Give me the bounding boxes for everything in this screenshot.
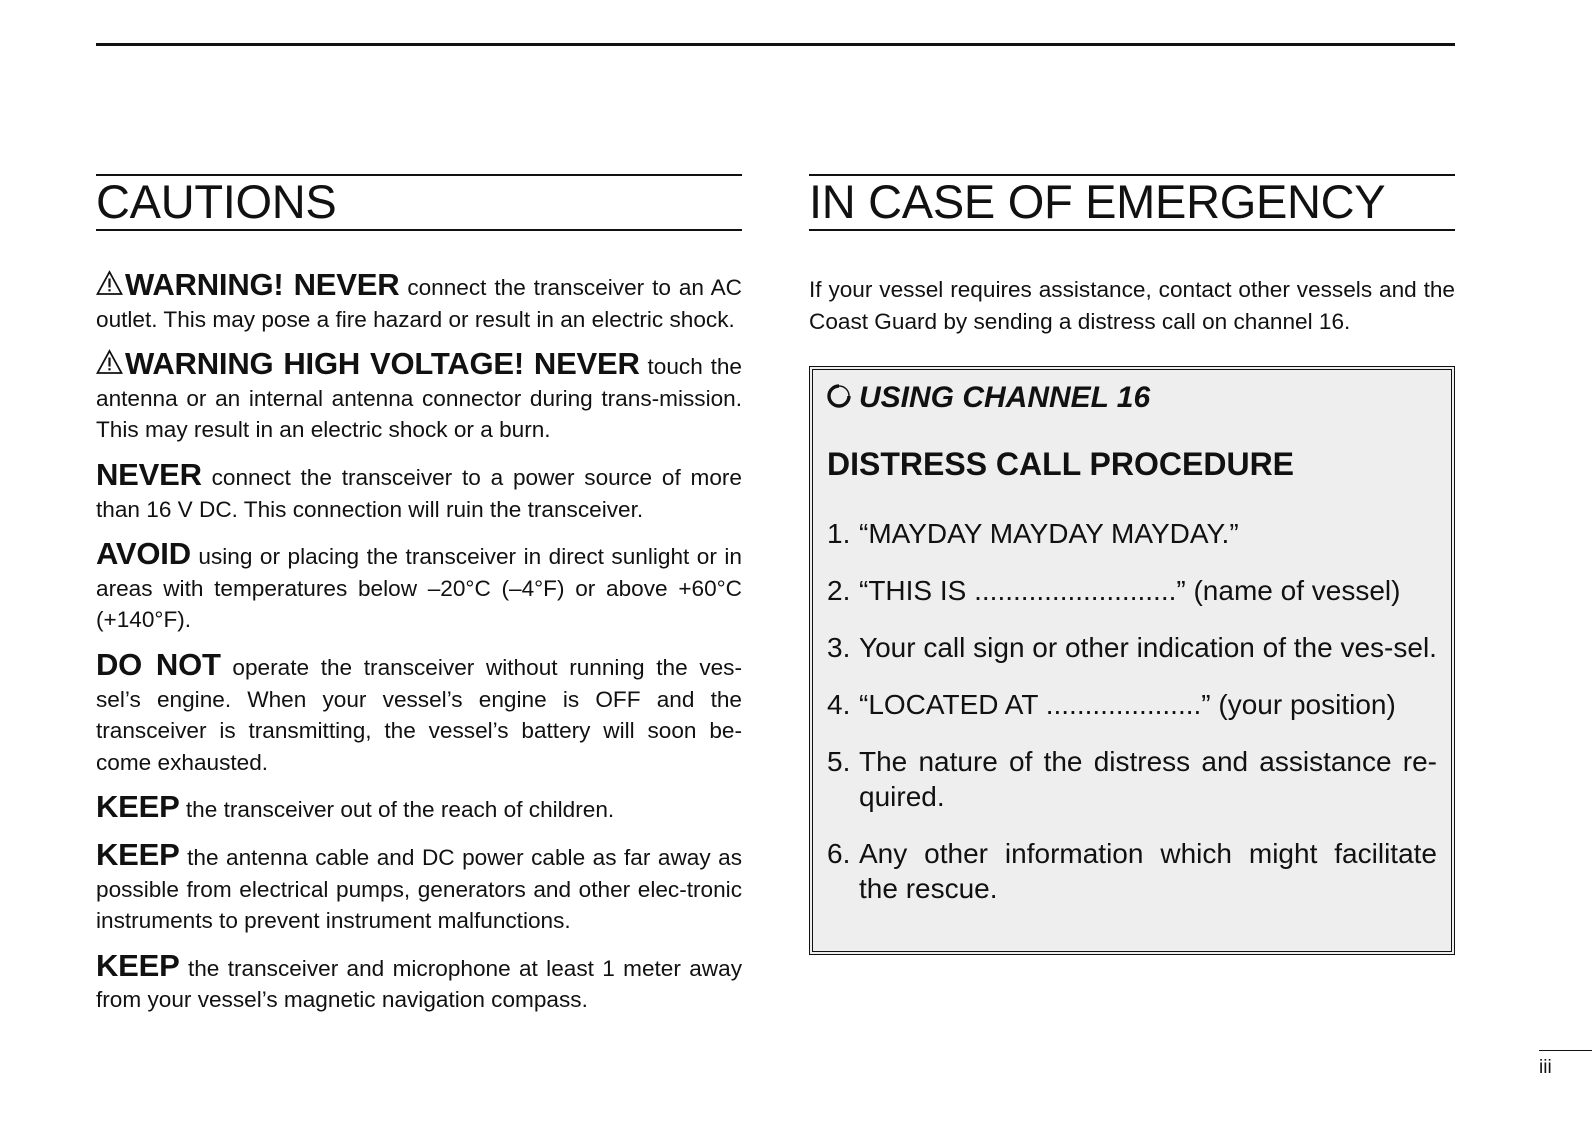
emergency-intro: If your vessel requires assistance, contact other vessels and the Coast Guard by sending a distress call on channel 16. [809,277,1455,334]
box-title-text: USING CHANNEL 16 [859,381,1151,415]
caution-paragraph [96,538,742,636]
procedure-step [827,573,1437,608]
step-text: Your call sign or other indication of the ves-sel. [859,632,1437,664]
step-number: 5. [827,746,851,778]
cautions-list [96,269,742,1016]
step-number: 6. [827,838,851,870]
step-text: Any other information which might facilitate the rescue. [859,838,1437,905]
step-text: “THIS IS ..........................” (name of vessel) [859,575,1401,607]
procedure-step [827,836,1437,906]
step-number: 2. [827,575,851,607]
emergency-heading: IN CASE OF EMERGENCY [809,174,1455,231]
caution-text: connect the transceiver to an AC outlet. This may pose a fire hazard or result in an electric shock. [96,275,742,332]
caution-lead: KEEP [96,947,180,983]
cautions-section [96,174,742,1029]
caution-paragraph [96,269,742,335]
warning-triangle-icon [96,270,123,296]
procedure-step [827,687,1437,722]
caution-text: operate the transceiver without running the ves-sel’s engine. When your vessel’s engine is OFF and the transceiver is transmitting, the vessel’s battery will soon be-come exhausted. [96,654,742,775]
caution-text: using or placing the transceiver in direct sunlight or in areas with temperatures below –20°C (–4°F) or above +60°C (+140°F). [96,544,742,633]
caution-paragraph [96,836,742,937]
caution-lead: KEEP [96,836,180,872]
procedure-steps [827,516,1437,906]
emergency-section [809,174,1455,955]
caution-lead: KEEP [96,789,180,825]
box-title [827,376,1437,420]
caution-paragraph [96,456,742,525]
caution-paragraph [96,791,742,826]
caution-text: the transceiver and microphone at least 1 meter away from your vessel’s magnetic navigation compass. [96,955,742,1013]
step-text: “MAYDAY MAYDAY MAYDAY.” [859,518,1239,550]
procedure-heading: DISTRESS CALL PROCEDURE [827,446,1295,483]
step-number: 4. [827,689,851,721]
step-number: 3. [827,632,851,664]
caution-lead: DO NOT [96,646,221,682]
distress-procedure-box [809,366,1455,955]
caution-lead: NEVER [96,456,202,492]
caution-text: touch the antenna or an internal antenna connector during trans-mission. This may result in an electric shock or a burn. [96,354,742,443]
caution-paragraph [96,348,742,446]
procedure-step [827,744,1437,814]
caution-text: connect the transceiver to a power source of more than 16 V DC. This connection will ruin the transceiver. [96,464,742,522]
procedure-step [827,630,1437,665]
caution-text: the antenna cable and DC power cable as far away as possible from electrical pumps, generators and other elec-tronic instruments to prevent instrument malfunctions. [96,844,742,934]
top-rule [96,43,1455,46]
warning-triangle-icon [96,349,123,375]
step-text: “LOCATED AT ....................” (your position) [859,689,1396,721]
caution-lead: WARNING HIGH VOLTAGE! NEVER [125,346,640,382]
cautions-heading: CAUTIONS [96,174,742,231]
caution-lead: AVOID [96,536,191,572]
page-number: iii [1539,1050,1592,1079]
step-number: 1. [827,518,851,550]
caution-paragraph [96,646,742,778]
open-circle-bullet-icon [827,384,851,408]
caution-paragraph [96,947,742,1016]
procedure-step [827,516,1437,551]
step-text: The nature of the distress and assistance re-quired. [859,746,1437,813]
caution-text: the transceiver out of the reach of children. [179,797,615,823]
caution-lead: WARNING! NEVER [125,267,400,302]
